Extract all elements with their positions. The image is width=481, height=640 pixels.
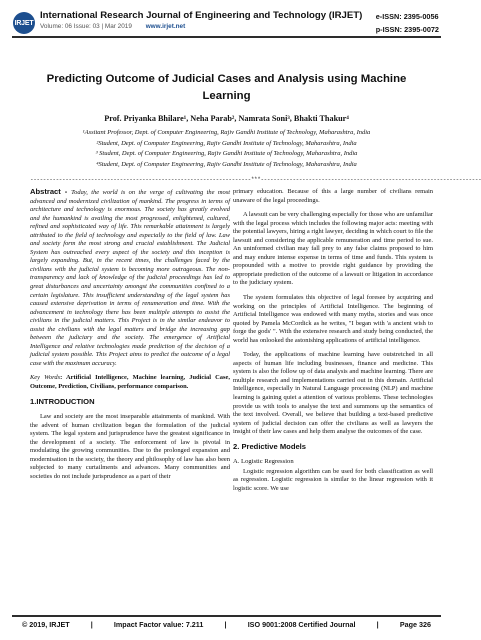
issn-block [376,10,439,36]
eissn: e-ISSN: 2395-0056 [375,12,439,21]
subsection-a-heading: A. Logistic Regression [233,458,294,466]
page-number: Page 326 [399,620,431,629]
affiliation: ²Student, Dept. of Computer Engineering, Rajiv Gandhi Institute of Technology, Maharashtra, India [96,139,357,147]
intro-heading: 1.INTRODUCTION [30,396,95,406]
keywords-text: : Artificial Intelligence, Machine learning, Judicial Case, Outcome, Prediction, Civilians, performance comparison. [30,374,230,391]
body-paragraph: A lawsuit can be very challenging especially for those who are unfamiliar with the legal process which includes the following major acts: meeting with the potential lawyers, hiring a right lawyer, deciding in which court to file the lawsuit and considering the applicable remuneration and time period to sue. An uninformed civilian may fall prey to any false claims proposed to him and may endure intense expense in terms of time and funds. This system is propounded with a motive to provide right guidance by providing the appropriate prediction of the outcome of a lawsuit or litigation in accordance to the judiciary system. [233,211,433,287]
abstract-heading: Abstract - [30,187,72,196]
left-column [30,188,230,488]
section-separator: ---------------------------------------------------------------------***--------------------------------------------------------------------- [30,176,481,183]
affiliation: ⁴Student, Dept. of Computer Engineering, Rajiv Gandhi Institute of Technology, Maharashtra, India [96,160,357,168]
footer-divider: | [224,620,227,629]
footer-rule [12,615,441,617]
abstract [30,188,230,368]
journal-meta [40,23,340,30]
keywords [30,374,230,391]
pissn: p-ISSN: 2395-0072 [375,25,439,34]
section-2-heading: 2. Predictive Models [233,441,307,451]
journal-title: International Research Journal of Engineering and Technology (IRJET) [40,10,363,21]
iso-certification: ISO 9001:2008 Certified Journal [247,620,356,629]
body-paragraph: Logistic regression algorithm can be used for both classification as well as regression. Logistic regression is similar to the linear regression with it logistic score. We use [233,467,433,492]
affiliation: ¹Assitant Professor, Dept. of Computer Engineering, Rajiv Gandhi Institute of Technology, Maharashtra, India [82,129,371,136]
journal-url[interactable]: www.irjet.net [145,23,186,30]
header-rule [12,36,441,38]
paper-title: Predicting Outcome of Judicial Cases and Analysis using Machine Learning [46,73,407,102]
impact-factor: Impact Factor value: 7.211 [113,620,204,629]
author-list: Prof. Priyanka Bhilare¹, Neha Parab², Namrata Soni³, Bhakti Thakur⁴ [104,114,349,123]
body-paragraph: The system formulates this objective of legal foresee by acquiring and working on the principles of Artificial Intelligence. The beginning of Artificial Intelligence was endowed with many myths, stories and was once quoted by Pamela McCordick as he writes, "I began with 'a ancient wish to forge the gods' ". With the extensive research and study being conducted, the world has onlooked the astonishing applications of artificial intelligence. [233,294,433,344]
affiliations [18,128,435,170]
volume-issue: Volume: 06 Issue: 03 | Mar 2019 [40,23,132,30]
footer-divider: | [376,620,379,629]
intro-paragraph: Law and society are the most inseparable attainments of mankind. With the advent of human civilization began the formulation of the judicial system. The legal system and jurisprudence have the greatest significance in the development of a society. The enforcement of law is pivotal in modulating the growing communities. Due to the prolonged expansion and modernisation in the society, the theory and philosophy of law has also been subjected to many curtailments and advances. Many communities and societies do not include jurisprudence as a part of their [30,413,230,480]
abstract-text: Today, the world is on the verge of cultivating the most advanced and modernized civilization of mankind. The progress in terms of architecture and technology is enormous. The society has greatly evolved and the humankind is availing the most progressed, enlightened, cultured, refined and sophisticated way of life. This remarkable attainment is largely attributed to the field of technology and especially to the field of law. Law and society form the most strong and crucial establishment. The Judicial System has outreached every aspect of the society and this inception is largely expanding. But, in the recent times, the challenges faced by the civilians with the judicial system is becoming more outrageous. The non-transparency and lack of knowledge of the judicial proceedings has led to great disturbances and uncertainty amongst the communities confined to a certain legislature. This insufficient understanding of the legal system has caused extensive deprivation in terms of renumeration and time. With the advancement in technology there has been multiple attempts to assist the civilians in the judicial matters. This Project is in the similar endeavor to assist the civilians with the legal matters and bridge the increasing gap between the judiciary and the society. The emergence of Artificial Intelligence and relative technologies made prediction of the decision of a judicial system possible. This Project aims to predict the outcome of a legal case with the maximum accuracy. [30,189,230,367]
body-paragraph: Today, the applications of machine learning have outstretched in all aspects of human life including businesses, finance and medicine. This system is also the follow up of data analysis and machine learning. There are multiple research and implementations carried out in this domain. Artificial Intelligence, especially in Natural Language processing (NLP) and machine learning is gaining quiet a attention of various problems. These technologies provide us with tools to analyse the text and summons up the semantics of the text involved. Overall, we believe that building a text-based predictive system of judicial decision can offer the civilians as well as lawyers the insight of their law cases and help them analyse the outcomes of the case. [233,351,433,436]
right-column [233,188,433,500]
keywords-label: Key Words [30,374,61,382]
affiliation: ³ Student, Dept. of Computer Engineering, Rajiv Gandhi Institute of Technology, Maharashtra, India [95,150,358,158]
irjet-logo: IRJET [13,12,35,34]
copyright: © 2019, IRJET [22,620,70,629]
page-footer [22,620,431,629]
footer-divider: | [90,620,93,629]
body-paragraph: primary education. Because of this a large number of civilians remain unaware of the legal proceedings. [233,188,433,204]
